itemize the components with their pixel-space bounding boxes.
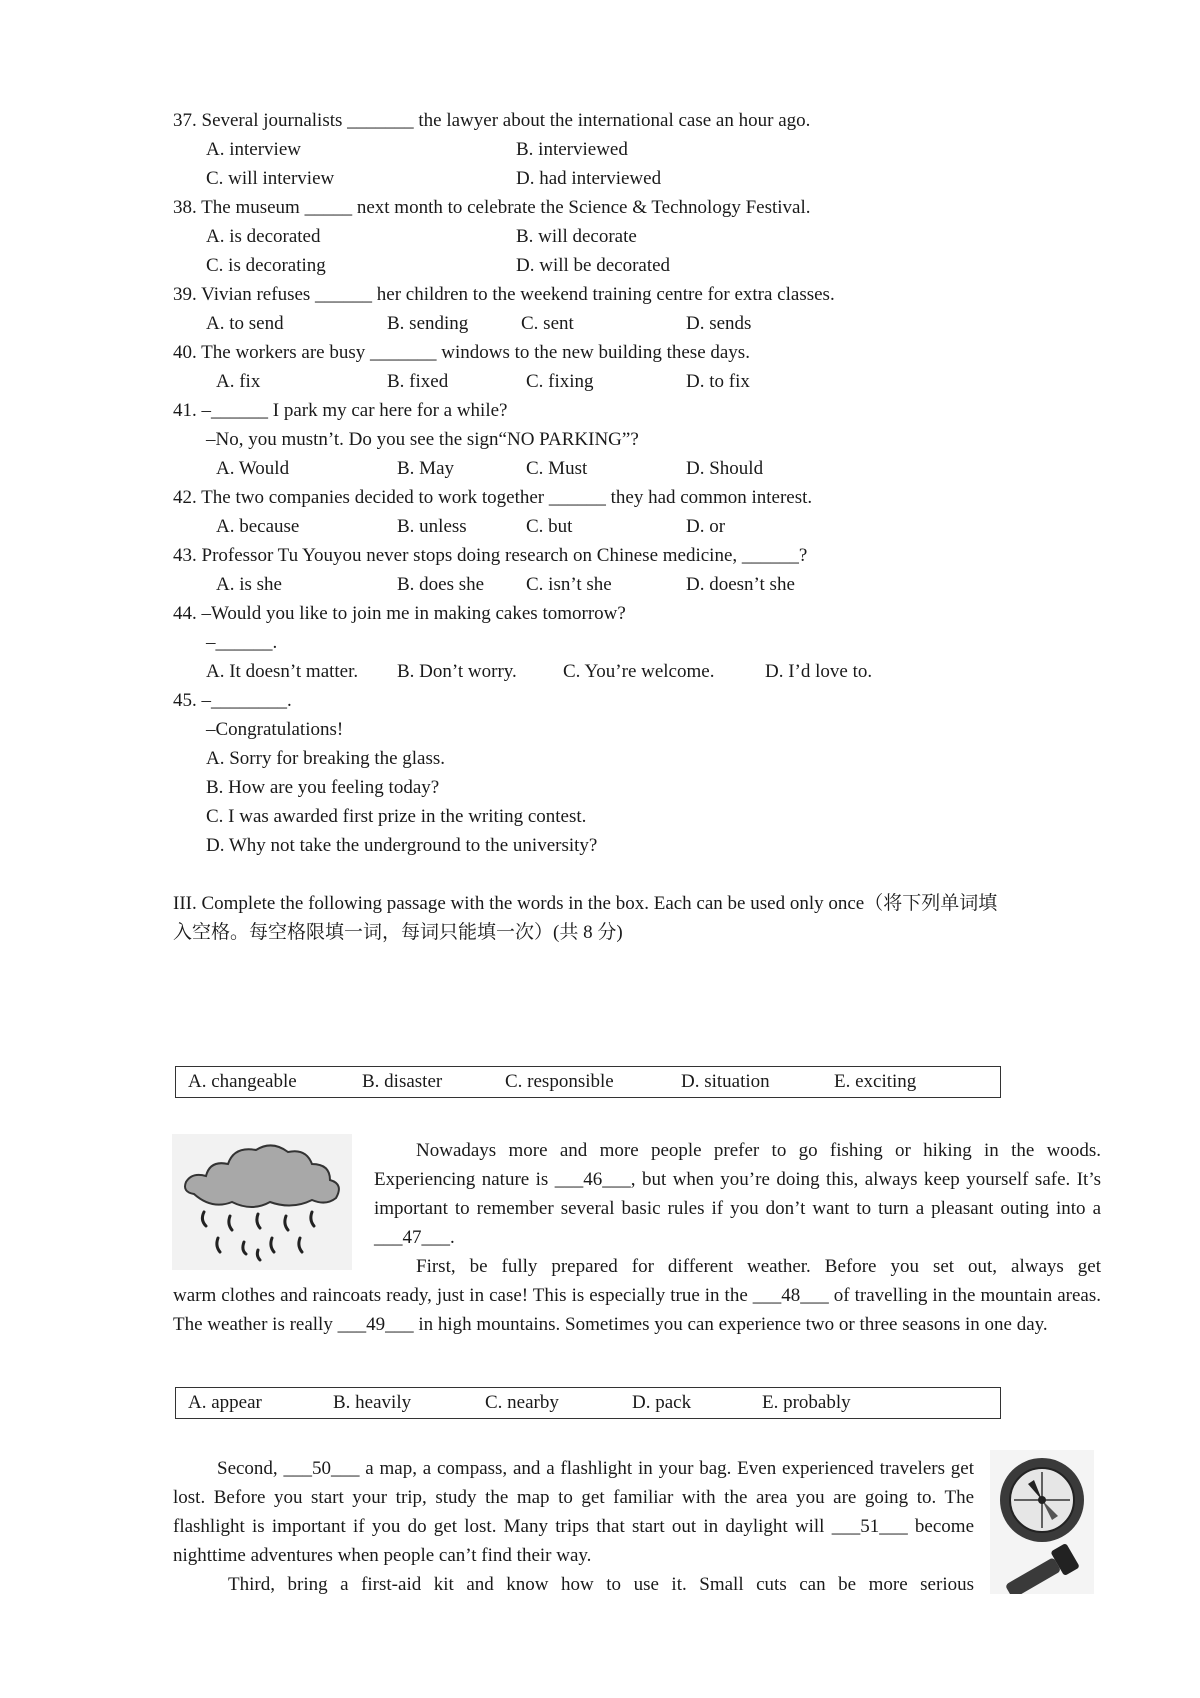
question-40-option-b: B. fixed [387, 371, 449, 392]
question-43-option-d: D. doesn’t she [686, 574, 795, 595]
word-box-2-item-a: A. appear [188, 1392, 262, 1413]
question-38-option-a: A. is decorated [206, 226, 321, 247]
question-44-reply: –______. [206, 632, 278, 653]
word-box-1-item-d: D. situation [681, 1071, 770, 1092]
passage-paragraph-2: warm clothes and raincoats ready, just in case! This is especially true in the ___48___ of travelling in the mountain areas. The weather is really ___49___ in high mountains. Sometimes you can experience two or three seasons in one day. [173, 1285, 1101, 1335]
passage-paragraph-3: Second, ___50___ a map, a compass, and a flashlight in your bag. Even experienced travelers get lost. Before you start your trip, study the map to get familiar with the area you are going to. The flashlight is important if you do get lost. Many trips that start out in daylight will ___51___ become nighttime adventures when people can’t find their way. [173, 1458, 974, 1566]
question-45-option-b: B. How are you feeling today? [206, 777, 440, 798]
question-42-option-c: C. but [526, 516, 573, 537]
question-39-option-d: D. sends [686, 313, 752, 334]
passage-paragraph-1: Nowadays more and more people prefer to go fishing or hiking in the woods. Experiencing nature is ___46___, but when you’re doing this, always keep yourself safe. It’s important to remember several basic rules if you don’t want to turn a pleasant outing into a ___47___. [374, 1140, 1101, 1248]
question-37-stem: 37. Several journalists _______ the lawyer about the international case an hour ago. [173, 110, 811, 131]
word-box-1 [175, 1066, 1001, 1098]
question-45-option-c: C. I was awarded first prize in the writing contest. [206, 806, 587, 827]
question-45-option-a: A. Sorry for breaking the glass. [206, 748, 446, 769]
word-box-2-item-e: E. probably [762, 1392, 851, 1413]
question-39-option-a: A. to send [206, 313, 284, 334]
question-42-option-a: A. because [216, 516, 300, 537]
section-3-instruction-line-1: III. Complete the following passage with the words in the box. Each can be used only once（将下列单词填 [173, 893, 998, 914]
question-40-option-d: D. to fix [686, 371, 750, 392]
section-3-instruction-line-2: 入空格。每空格限填一词，每词只能填一次）(共 8 分) [173, 922, 623, 943]
word-box-2-item-c: C. nearby [485, 1392, 559, 1413]
question-41-stem: 41. –______ I park my car here for a while? [173, 400, 508, 421]
question-43-option-b: B. does she [397, 574, 485, 595]
question-44-option-a: A. It doesn’t matter. [206, 661, 359, 682]
question-43-option-a: A. is she [216, 574, 282, 595]
question-44-option-d: D. I’d love to. [765, 661, 873, 682]
word-box-1-item-e: E. exciting [834, 1071, 917, 1092]
question-41-option-d: D. Should [686, 458, 764, 479]
passage-paragraph-4: Third, bring a first-aid kit and know how to use it. Small cuts can be more serious [228, 1574, 974, 1595]
question-38-stem: 38. The museum _____ next month to celebrate the Science & Technology Festival. [173, 197, 811, 218]
question-43-option-c: C. isn’t she [526, 574, 612, 595]
question-39-option-b: B. sending [387, 313, 469, 334]
question-39-stem: 39. Vivian refuses ______ her children to the weekend training centre for extra classes. [173, 284, 835, 305]
word-box-2-item-d: D. pack [632, 1392, 692, 1413]
word-box-1-item-c: C. responsible [505, 1071, 614, 1092]
question-41-reply: –No, you mustn’t. Do you see the sign“NO PARKING”? [206, 429, 639, 450]
compass-flashlight-image [990, 1450, 1094, 1594]
word-box-2-item-b: B. heavily [333, 1392, 412, 1413]
question-41-option-a: A. Would [216, 458, 290, 479]
question-39-option-c: C. sent [521, 313, 574, 334]
question-37-option-a: A. interview [206, 139, 301, 160]
question-42-option-d: D. or [686, 516, 726, 537]
rain-cloud-icon [172, 1134, 352, 1270]
question-37-option-c: C. will interview [206, 168, 335, 189]
question-42-stem: 42. The two companies decided to work together ______ they had common interest. [173, 487, 813, 508]
question-40-stem: 40. The workers are busy _______ windows to the new building these days. [173, 342, 750, 363]
question-45-option-d: D. Why not take the underground to the university? [206, 835, 598, 856]
word-box-2 [175, 1387, 1001, 1419]
flashlight-icon [1002, 1543, 1080, 1594]
question-38-option-d: D. will be decorated [516, 255, 671, 276]
question-44-option-c: C. You’re welcome. [563, 661, 715, 682]
question-41-option-b: B. May [397, 458, 454, 479]
question-44-stem: 44. –Would you like to join me in making cakes tomorrow? [173, 603, 626, 624]
word-box-1-item-a: A. changeable [188, 1071, 297, 1092]
question-45-reply: –Congratulations! [206, 719, 344, 740]
question-37-option-b: B. interviewed [516, 139, 628, 160]
question-42-option-b: B. unless [397, 516, 467, 537]
compass-icon [990, 1450, 1094, 1594]
question-40-option-a: A. fix [216, 371, 261, 392]
question-40-option-c: C. fixing [526, 371, 594, 392]
question-43-stem: 43. Professor Tu Youyou never stops doing research on Chinese medicine, ______? [173, 545, 808, 566]
question-37-option-d: D. had interviewed [516, 168, 662, 189]
question-45-stem: 45. –________. [173, 690, 292, 711]
question-38-option-c: C. is decorating [206, 255, 326, 276]
question-38-option-b: B. will decorate [516, 226, 637, 247]
passage-paragraph-2-first-line: First, be fully prepared for different weather. Before you set out, always get [416, 1256, 1101, 1277]
question-41-option-c: C. Must [526, 458, 588, 479]
word-box-1-item-b: B. disaster [362, 1071, 443, 1092]
rain-cloud-image [172, 1134, 352, 1270]
question-44-option-b: B. Don’t worry. [397, 661, 517, 682]
